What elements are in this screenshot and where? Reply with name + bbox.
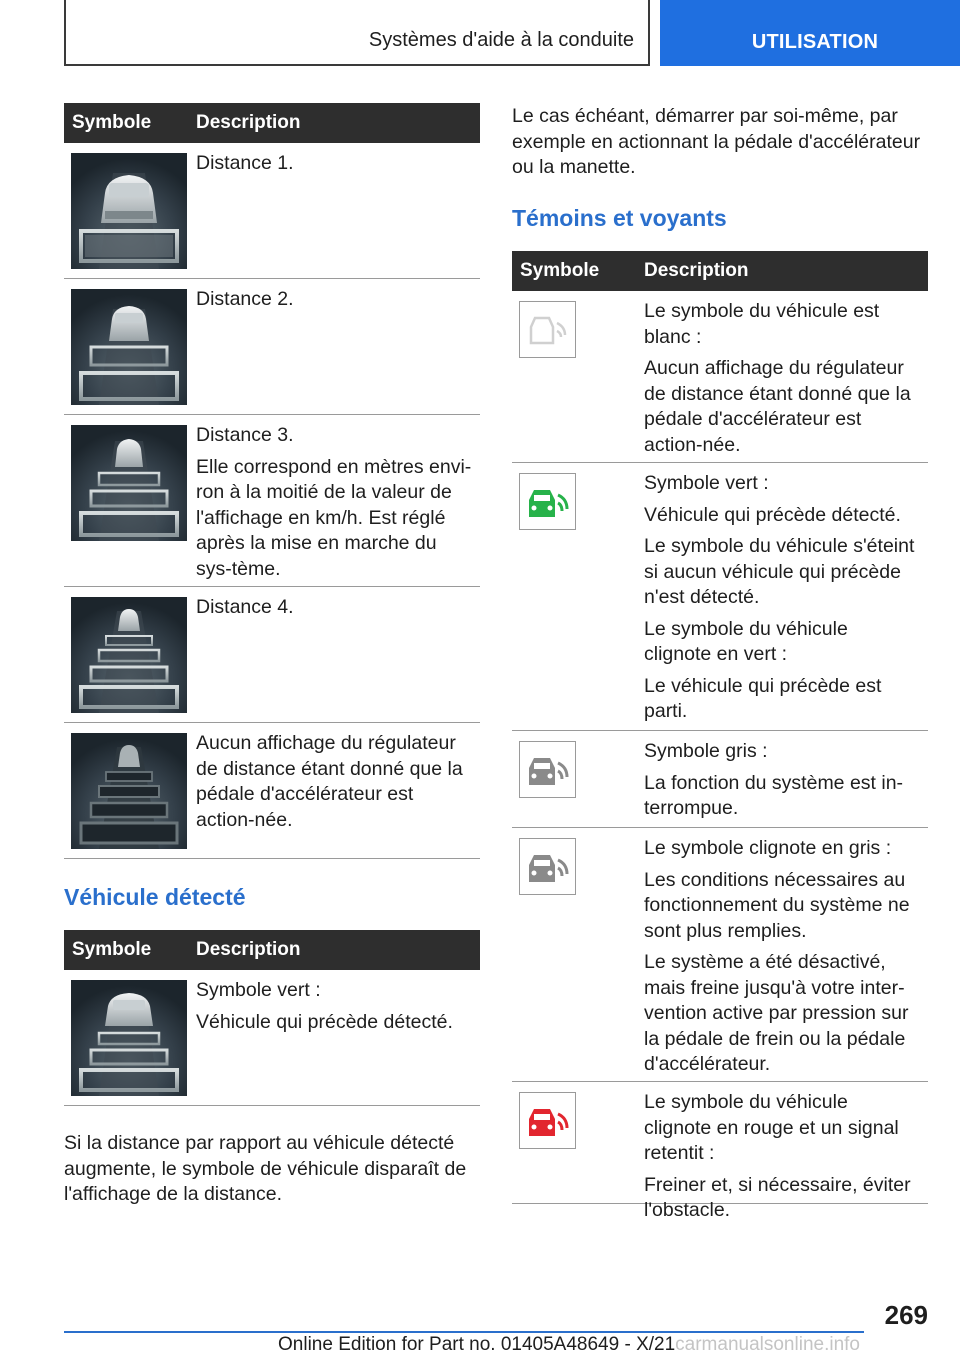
col-symbol: Symbole [72, 112, 152, 133]
section-title-indicators: Témoins et voyants [512, 205, 727, 231]
vehicle-white-icon [512, 291, 636, 462]
vehicle-detected-table [64, 930, 480, 1106]
description-text: Le symbole du véhicule est blanc : [644, 300, 880, 348]
vehicle-detected-display [64, 970, 188, 1105]
row-description [636, 463, 928, 730]
col-symbol: Symbole [72, 939, 152, 960]
description-text: Distance 4. [196, 596, 294, 618]
col-description: Description [196, 939, 301, 960]
distance-2-display [64, 279, 188, 414]
row-description [636, 828, 928, 1081]
row-description [188, 970, 480, 1105]
body-paragraph: Si la distance par rapport au véhicule détecté augmente, le symbole de véhicule disparaît de l'affichage de la distance. [64, 1132, 467, 1205]
table-row [64, 587, 480, 723]
description-text: Distance 1. [196, 152, 294, 174]
section-tab-label: UTILISATION [751, 31, 879, 53]
distance-table [64, 103, 480, 859]
page-number: 269 [884, 1300, 928, 1330]
vehicle-gray-blinking-icon [512, 828, 636, 1081]
section-title-vehicle-detected: Véhicule détecté [64, 884, 246, 910]
footer-edition: Online Edition for Part no. 01405A48649 - X/21 [278, 1334, 676, 1355]
distance-4-display [64, 587, 188, 722]
description-text: Le véhicule qui précède est parti. [644, 674, 882, 722]
description-text: Le symbole du véhicule s'éteint si aucun véhicule qui précède n'est détecté. [644, 535, 915, 608]
vehicle-green-icon [512, 463, 636, 730]
table-row [64, 143, 480, 279]
col-description: Description [644, 260, 749, 281]
table-row [64, 970, 480, 1106]
row-description [188, 723, 480, 858]
col-symbol: Symbole [520, 260, 600, 281]
row-description [636, 731, 928, 827]
no-display-distance [64, 723, 188, 858]
chapter-header [64, 0, 650, 66]
description-text: Distance 3. [196, 424, 294, 446]
description-text: Le symbole du véhicule clignote en vert : [644, 617, 848, 665]
description-text: Véhicule qui précède détecté. [644, 503, 901, 526]
distance-3-display [64, 415, 188, 586]
row-description [636, 291, 928, 462]
table-row [64, 279, 480, 415]
table-row [512, 291, 928, 463]
description-text: Distance 2. [196, 288, 294, 310]
footer-divider [64, 1331, 864, 1333]
row-description [188, 415, 480, 586]
table-row [512, 1082, 928, 1221]
description-text: Le système a été désactivé, mais freine jusqu'à votre inter-vention active par pression sur la pédale de frein ou la pédale d'accélérateur. [644, 951, 909, 1075]
row-description [636, 1082, 928, 1221]
table-header [64, 103, 480, 143]
footer-watermark: carmanualsonline.info [675, 1334, 860, 1355]
description-text: Symbole vert : [644, 472, 769, 494]
table-row [512, 463, 928, 731]
description-text: Véhicule qui précède détecté. [196, 1010, 453, 1033]
vehicle-red-icon [512, 1082, 636, 1203]
description-text: Aucun affichage du régulateur de distance étant donné que la pédale d'accélérateur est action-née. [644, 357, 911, 456]
table-header [512, 251, 928, 291]
row-description [188, 143, 480, 278]
table-row [512, 828, 928, 1082]
description-text: Symbole gris : [644, 740, 768, 762]
chapter-title: Systèmes d'aide à la conduite [368, 29, 634, 51]
table-row [64, 723, 480, 859]
section-tab[interactable] [660, 0, 960, 66]
row-description [188, 587, 480, 722]
table-row [512, 731, 928, 828]
footer [278, 1334, 860, 1356]
indicator-table [512, 251, 928, 1221]
description-text: Les conditions nécessaires au fonctionnement du système ne sont plus remplies. [644, 868, 910, 942]
description-text: Le symbole clignote en gris : [644, 837, 892, 859]
description-text: Aucun affichage du régulateur de distance étant donné que la pédale d'accélérateur est action-née. [196, 732, 463, 831]
description-text: Symbole vert : [196, 979, 321, 1001]
description-text: Le symbole du véhicule clignote en rouge et un signal retentit : [644, 1091, 899, 1164]
description-text: Freiner et, si nécessaire, éviter l'obstacle. [644, 1173, 911, 1221]
intro-paragraph: Le cas échéant, démarrer par soi-même, par exemple en actionnant la pédale d'accélérateur ou la manette. [512, 105, 921, 178]
description-text: La fonction du système est in-terrompue. [644, 771, 904, 819]
description-text: Elle correspond en mètres envi-ron à la moitié de la valeur de l'affichage en km/h. Est réglé après la mise en marche du sys-tème. [196, 455, 472, 580]
table-row [64, 415, 480, 587]
table-header [64, 930, 480, 970]
col-description: Description [196, 112, 301, 133]
distance-1-display [64, 143, 188, 278]
row-description [188, 279, 480, 414]
vehicle-gray-icon [512, 731, 636, 827]
